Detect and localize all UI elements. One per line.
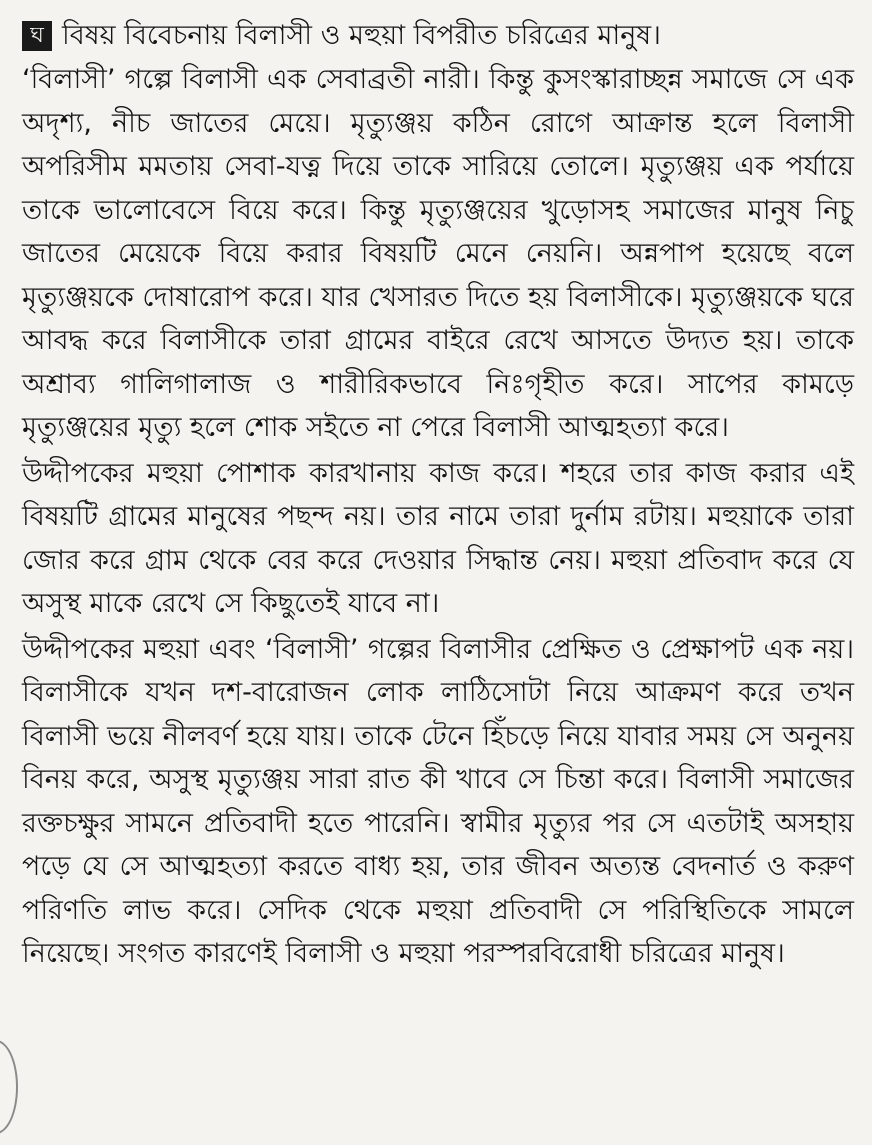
- page-edge-mark: [0, 1040, 18, 1134]
- section-marker: ঘ: [22, 21, 52, 51]
- paragraph-bilasi: ‘বিলাসী’ গল্পে বিলাসী এক সেবাব্রতী নারী। কিন্তু কুসংস্কারাচ্ছন্ন সমাজে সে এক অদৃশ্য, নীচ জাতের মেয়ে। মৃত্যুঞ্জয় কঠিন রোগে আক্রান্ত হলে বিলাসী অপরিসীম মমতায় সেবা-যত্ন দিয়ে তাকে সারিয়ে তোলে। মৃত্যুঞ্জয় এক পর্যায়ে তাকে ভালোবেসে বিয়ে করে। কিন্তু মৃত্যুঞ্জয়ের খুড়োসহ সমাজের মানুষ নিচু জাতের মেয়েকে বিয়ে করার বিষয়টি মেনে নেয়নি। অন্নপাপ হয়েছে বলে মৃত্যুঞ্জয়কে দোষারোপ করে। যার খেসারত দিতে হয় বিলাসীকে। মৃত্যুঞ্জয়কে ঘরে আবদ্ধ করে বিলাসীকে তারা গ্রামের বাইরে রেখে আসতে উদ্যত হয়। তাকে অশ্রাব্য গালিগালাজ ও শারীরিকভাবে নিঃগৃহীত করে। সাপের কামড়ে মৃত্যুঞ্জয়ের মৃত্যু হলে শোক সইতে না পেরে বিলাসী আত্মহত্যা করে।: [22, 64, 854, 443]
- paragraph-mohua: উদ্দীপকের মহুয়া পোশাক কারখানায় কাজ করে। শহরে তার কাজ করার এই বিষয়টি গ্রামের মানুষের পছন্দ নয়। তার নামে তারা দুর্নাম রটায়। মহুয়াকে তারা জোর করে গ্রাম থেকে বের করে দেওয়ার সিদ্ধান্ত নেয়। মহুয়া প্রতিবাদ করে যে অসুস্থ মাকে রেখে সে কিছুতেই যাবে না।: [22, 457, 854, 619]
- answer-heading: [22, 14, 854, 58]
- heading-text: বিষয় বিবেচনায় বিলাসী ও মহুয়া বিপরীত চরিত্রের মানুষ।: [62, 20, 661, 51]
- paragraph-comparison: উদ্দীপকের মহুয়া এবং ‘বিলাসী’ গল্পের বিলাসীর প্রেক্ষিত ও প্রেক্ষাপট এক নয়। বিলাসীকে যখন দশ-বারোজন লোক লাঠিসোটা নিয়ে আক্রমণ করে তখন বিলাসী ভয়ে নীলবর্ণ হয়ে যায়। তাকে টেনে হিঁচড়ে নিয়ে যাবার সময় সে অনুনয় বিনয় করে, অসুস্থ মৃত্যুঞ্জয় সারা রাত কী খাবে সে চিন্তা করে। বিলাসী সমাজের রক্তচক্ষুর সামনে প্রতিবাদী হতে পারেনি। স্বামীর মৃত্যুর পর সে এতটাই অসহায় পড়ে যে সে আত্মহত্যা করতে বাধ্য হয়, তার জীবন অত্যন্ত বেদনার্ত ও করুণ পরিণতি লাভ করে। সেদিক থেকে মহুয়া প্রতিবাদী সে পরিস্থিতিকে সামলে নিয়েছে। সংগত কারণেই বিলাসী ও মহুয়া পরস্পরবিরোধী চরিত্রের মানুষ।: [22, 633, 854, 969]
